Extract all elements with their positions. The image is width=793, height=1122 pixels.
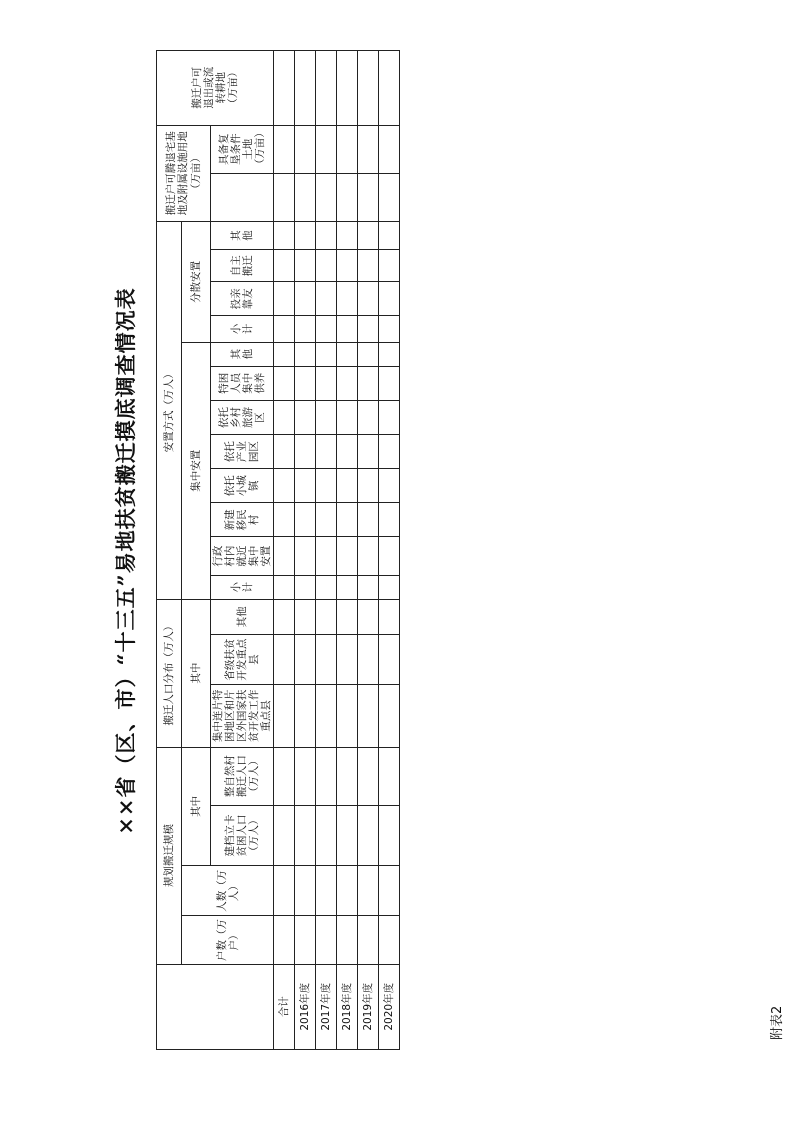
- header-disp-other: 其他: [211, 222, 274, 250]
- header-small-town: 依托小城镇: [211, 469, 274, 503]
- header-households: 户数（万户）: [182, 916, 274, 964]
- table-row: [295, 51, 316, 1050]
- row-label: 2016年度: [295, 964, 316, 1049]
- header-registered-poor: 建档立卡贫困人口（万人）: [211, 805, 274, 865]
- header-disp-subtotal: 小计: [211, 316, 274, 342]
- header-dispersed: 分散安置: [182, 222, 211, 343]
- table-row: [358, 51, 379, 1050]
- row-label: 2017年度: [316, 964, 337, 1049]
- row-label: 2020年度: [379, 964, 400, 1049]
- table-row: [337, 51, 358, 1050]
- page-title: ××省（区、市）“十三五”易地扶贫搬迁摸底调查情况表: [113, 287, 138, 835]
- row-label: 2019年度: [358, 964, 379, 1049]
- header-vacated-land: 搬迁户可腾退宅基地及附属设施用地（万亩）: [157, 125, 211, 221]
- header-rural-tourism: 依托乡村旅游区: [211, 400, 274, 434]
- header-whole-village: 整自然村搬迁人口（万人）: [211, 747, 274, 805]
- header-plan-scale: 规划搬迁规模: [157, 747, 182, 964]
- header-vacated-sub: [211, 173, 274, 221]
- header-subtotal: 小计: [211, 575, 274, 599]
- header-concentrated: 集中安置: [182, 342, 211, 599]
- header-people: 人数（万人）: [182, 866, 274, 916]
- table-row: [274, 51, 295, 1050]
- header-farmland: 搬迁户可退出或流转耕地（万亩）: [157, 51, 274, 126]
- header-provincial-key: 省级扶贫开发重点县: [211, 634, 274, 684]
- header-relatives: 投亲靠友: [211, 282, 274, 316]
- survey-table: [156, 50, 400, 1050]
- header-dist-other: 其他: [211, 599, 274, 634]
- row-label: 2018年度: [337, 964, 358, 1049]
- header-distribution: 搬迁人口分布（万人）: [157, 599, 182, 747]
- header-of-which: 其中: [182, 747, 211, 866]
- header-concentrated-areas: 集中连片特困地区和片区外国家扶贫开发工作重点县: [211, 685, 274, 747]
- header-self-relocation: 自主搬迁: [211, 250, 274, 282]
- header-admin-village: 行政村内就近集中安置: [211, 537, 274, 575]
- header-special-support: 特困人员集中供养: [211, 366, 274, 400]
- header-industrial-park: 依托产业园区: [211, 435, 274, 469]
- header-resettlement-mode: 安置方式（万人）: [157, 222, 182, 600]
- header-reclaimable: 具备复垦条件土地（万亩）: [211, 125, 274, 173]
- header-new-village: 新建移民村: [211, 503, 274, 537]
- row-label: 合计: [274, 964, 295, 1049]
- header-conc-other: 其他: [211, 342, 274, 366]
- table-row: [379, 51, 400, 1050]
- attachment-label: 附表2: [770, 1005, 785, 1040]
- table-row: [316, 51, 337, 1050]
- header-dist-of-which: 其中: [182, 599, 211, 747]
- corner-header-cell: [157, 964, 274, 1049]
